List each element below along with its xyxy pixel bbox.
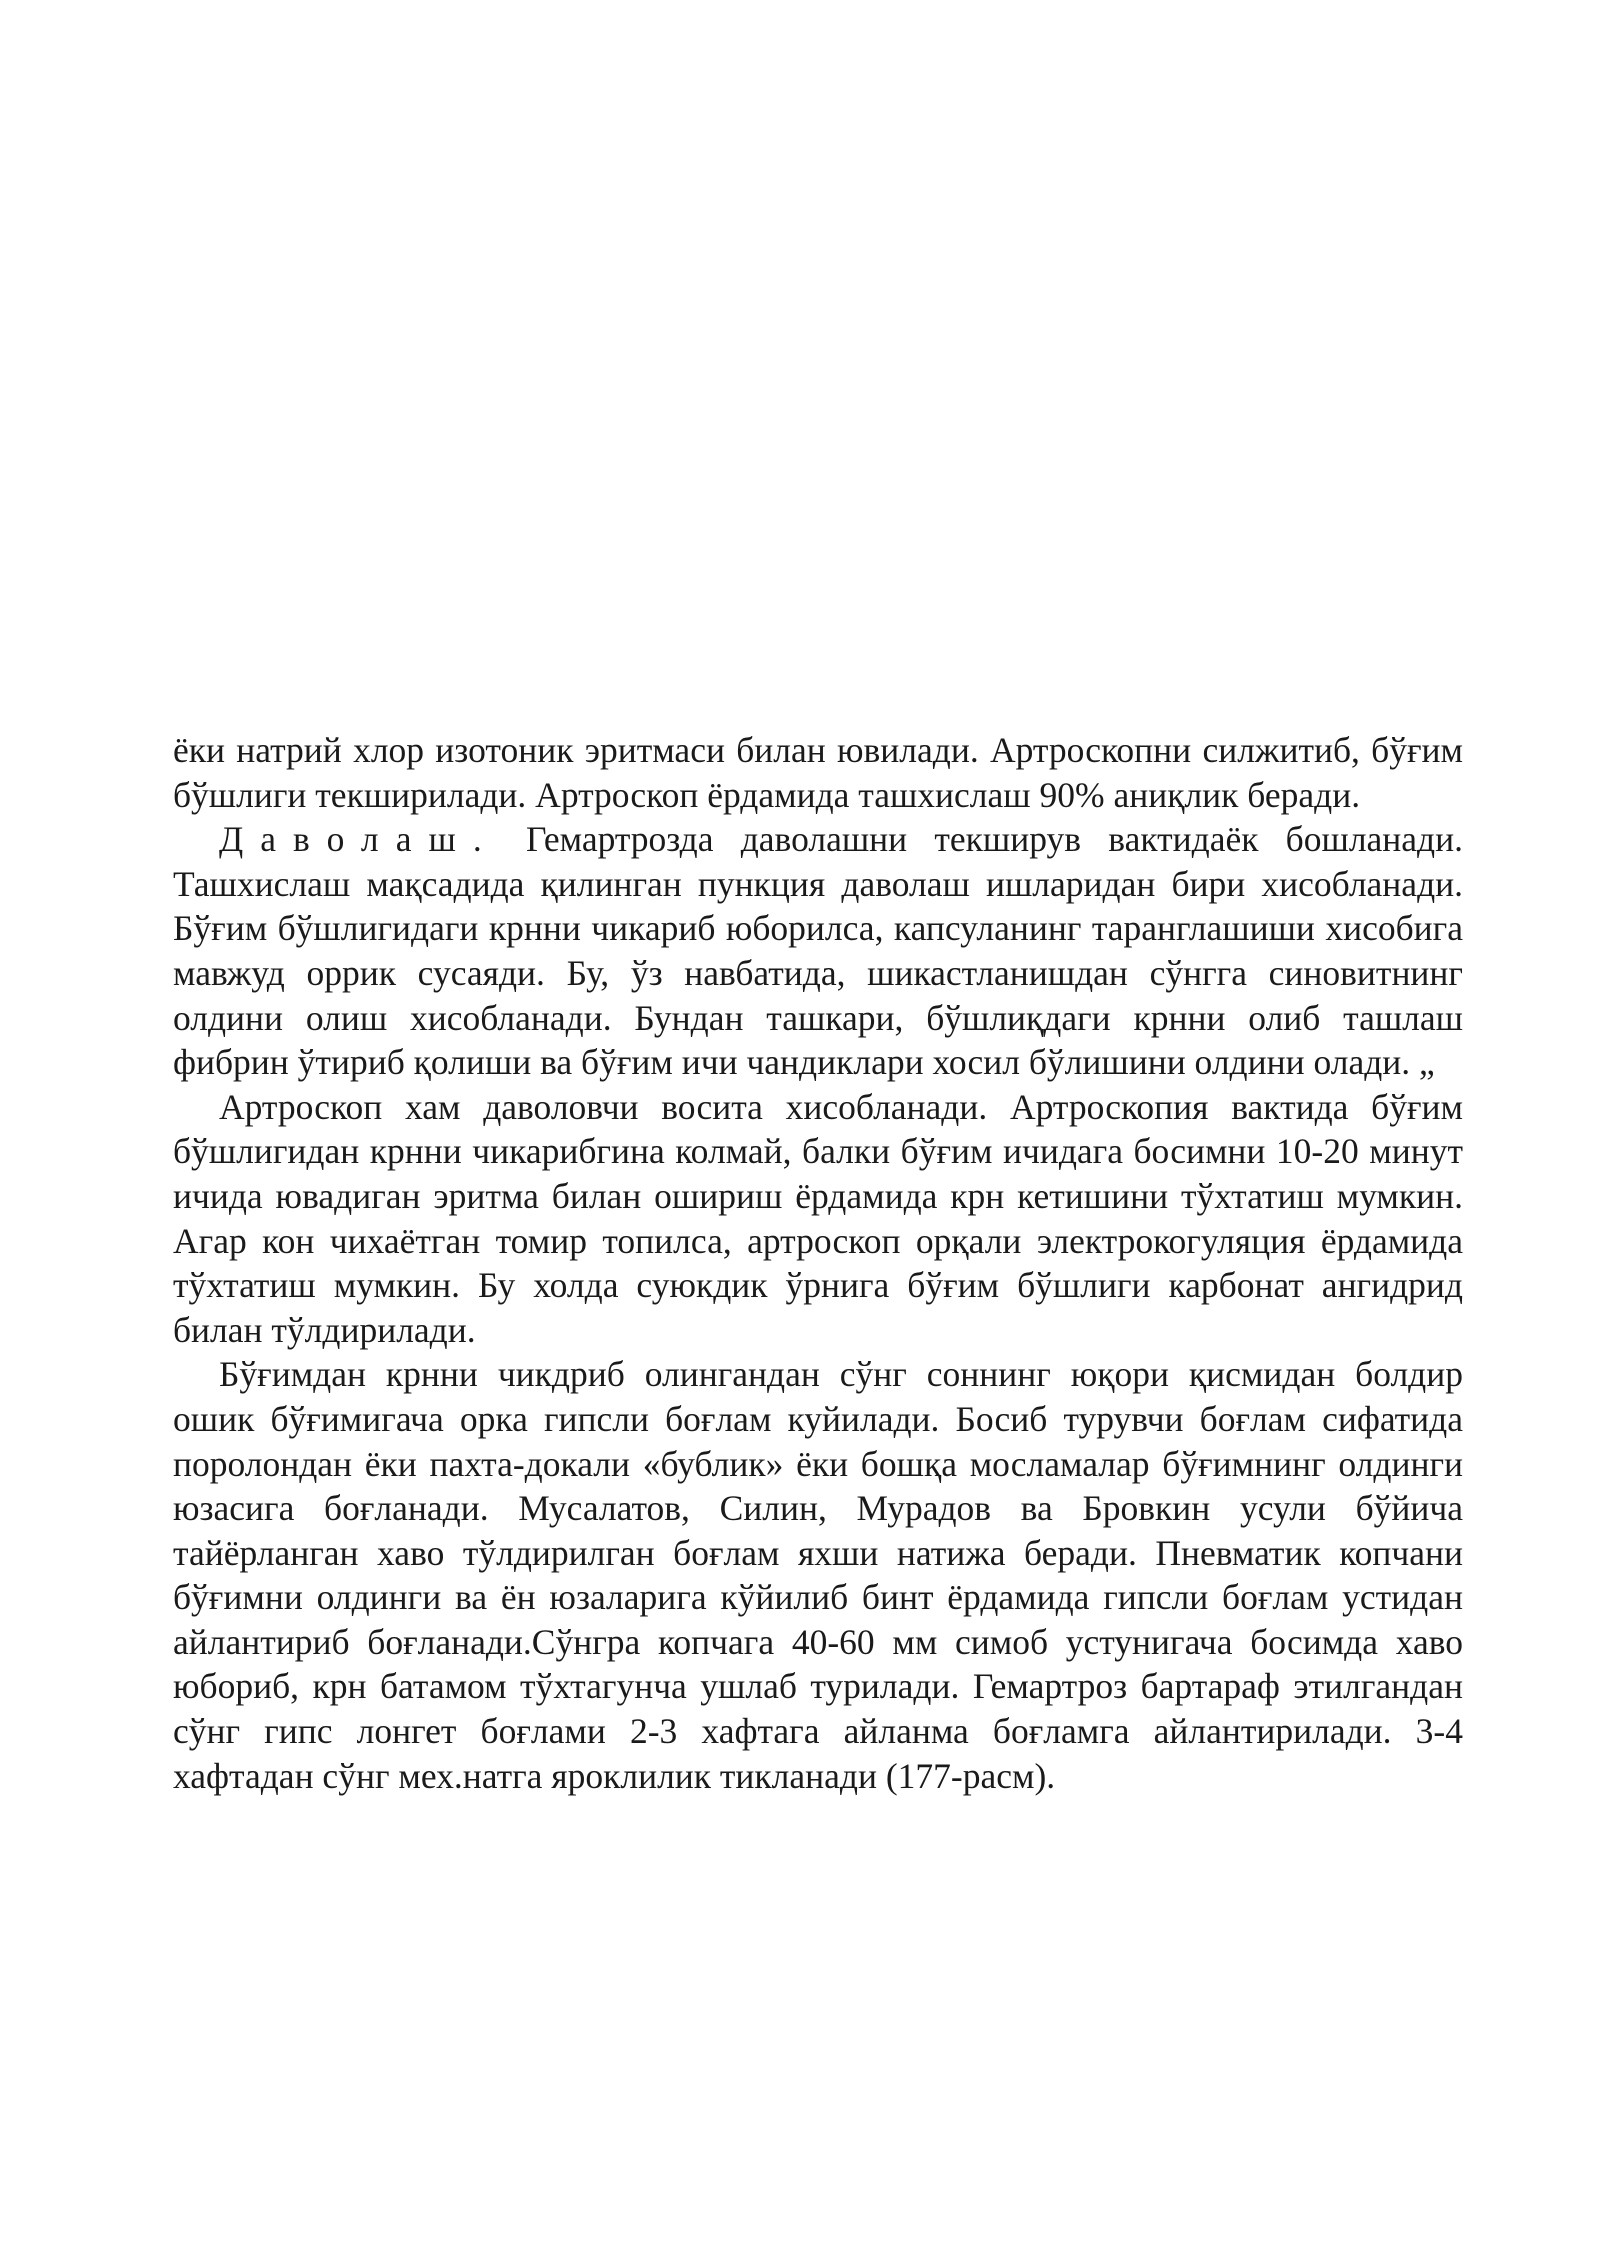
paragraph-4 bbox=[173, 1352, 1463, 1798]
paragraph-1-text: ёки натрий хлор изотоник эритмаси билан ювилади. Артроскопни силжитиб, бўғим бўшлиги текширилади. Артроскоп ёрдамида ташхислаш 90% аниқлик беради. bbox=[173, 730, 1463, 815]
paragraph-2-text: Гемартрозда даволашни текширув вактидаёк бошланади. Ташхислаш мақсадида қилинган пункция даволаш ишларидан бири хисобланади. Бўғим бўшлигидаги крнни чикариб юборилса, капсуланинг таранглашиши хисобига мавжуд оррик сусаяди. Бу, ўз навбатида, шикастланишдан сўнгга синовитнинг олдини олиш хисобланади. Бундан ташкари, бўшлиқдаги крнни олиб ташлаш фибрин ўтириб қолиши ва бўғим ичи чандиклари хосил бўлишини олдини олади. „ bbox=[173, 819, 1463, 1083]
body-text bbox=[173, 728, 1463, 1798]
paragraph-3-text: Артроскоп хам даволовчи восита хисобланади. Артроскопия вактида бўғим бўшлигидан крнни чикарибгина колмай, балки бўғим ичидага босимни 10-20 минут ичида ювадиган эритма билан ошириш ёрдамида крн кетишини тўхтатиш мумкин. Агар кон чихаётган томир топилса, артроскоп орқали электрокогуляция ёрдамида тўхтатиш мумкин. Бу холда суюкдик ўрнига бўғим бўшлиги карбонат ангидрид билан тўлдирилади. bbox=[173, 1086, 1463, 1350]
paragraph-1 bbox=[173, 728, 1463, 817]
paragraph-2 bbox=[173, 817, 1463, 1085]
paragraph-3 bbox=[173, 1085, 1463, 1353]
section-heading-treatment: Даволаш. bbox=[219, 819, 499, 860]
paragraph-4-text: Бўғимдан крнни чикдриб олингандан сўнг соннинг юқори қисмидан болдир ошик бўғимигача орка гипсли боғлам куйилади. Босиб турувчи боғлам сифатида поролондан ёки пахта-докали «бублик» ёки бошқа мосламалар бўғимнинг олдинги юзасига боғланади. Мусалатов, Силин, Мурадов ва Бровкин усули бўйича тайёрланган хаво тўлдирилган боғлам яхши натижа беради. Пневматик копчани бўғимни олдинги ва ён юзаларига кўйилиб бинт ёрдамида гипсли боғлам устидан айлантириб боғланади.Сўнгра копчага 40-60 мм симоб устунигача босимда хаво юбориб, крн батамом тўхтагунча ушлаб турилади. Гемартроз бартараф этилгандан сўнг гипс лонгет боғлами 2-3 хафтага айланма боғламга айлантирилади. 3-4 хафтадан сўнг мех.натга яроклилик тикланади (177-расм). bbox=[173, 1354, 1463, 1796]
